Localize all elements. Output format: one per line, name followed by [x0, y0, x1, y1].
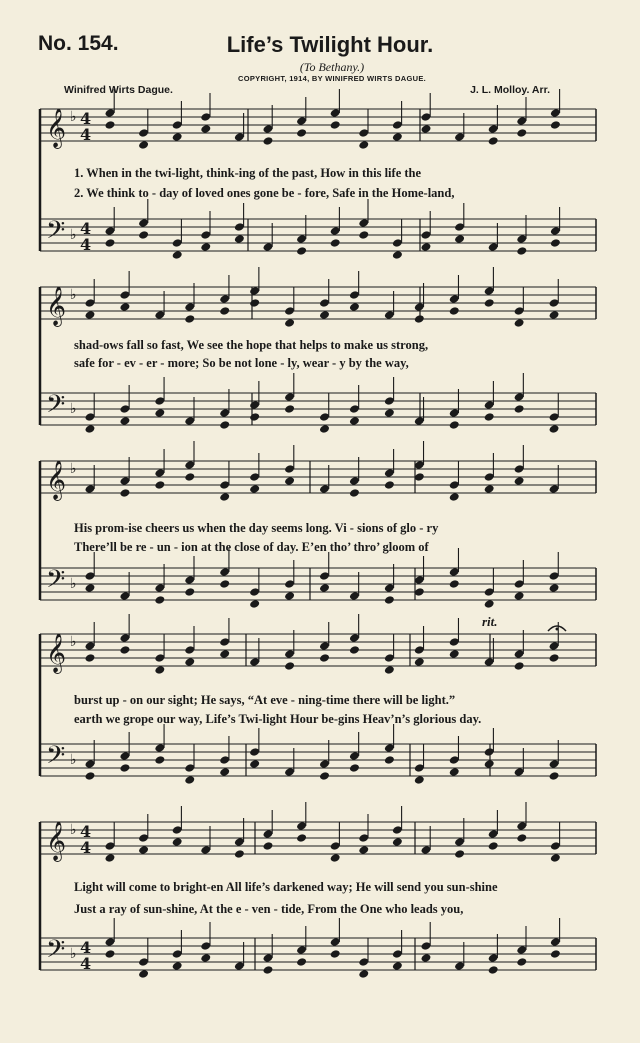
- note-head: [249, 412, 260, 422]
- key-signature-flat-icon: ♭: [70, 401, 77, 417]
- note-head: [384, 755, 395, 765]
- note-head: [105, 853, 116, 863]
- lyric-line-system3-verse2: There’ll be re - un - ion at the close of day. E’en tho’ thro’ gloom of: [74, 540, 429, 554]
- note-head: [454, 849, 465, 859]
- note-head: [263, 965, 274, 975]
- time-signature-top: 4: [80, 219, 92, 238]
- hymn-title: Life’s Twilight Hour.: [226, 32, 434, 57]
- note-head: [119, 302, 130, 312]
- note-head: [484, 412, 495, 422]
- note-head: [349, 302, 360, 312]
- note-head: [319, 310, 330, 320]
- note-head: [184, 657, 195, 667]
- note-head: [85, 424, 96, 434]
- key-signature-flat-icon: ♭: [70, 227, 77, 243]
- note-head: [414, 657, 425, 667]
- note-head: [414, 314, 425, 324]
- note-head: [349, 416, 360, 426]
- note-head: [392, 250, 403, 260]
- note-head: [319, 583, 330, 593]
- ritardando-mark: rit.: [482, 614, 498, 629]
- key-signature-flat-icon: ♭: [70, 822, 77, 838]
- note-head: [249, 484, 260, 494]
- lyric-line-system1-verse1: 1. When in the twi-light, think-ing of the past, How in this life the: [74, 166, 422, 180]
- note-head: [296, 246, 307, 256]
- note-head: [421, 124, 432, 134]
- note-head: [105, 238, 116, 248]
- note-head: [514, 318, 525, 328]
- copyright-notice: COPYRIGHT, 1914, BY WINIFRED WIRTS DAGUE.: [237, 74, 427, 83]
- note-head: [392, 132, 403, 142]
- note-head: [172, 961, 183, 971]
- note-head: [514, 661, 525, 671]
- note-head: [549, 310, 560, 320]
- note-head: [219, 492, 230, 502]
- note-head: [85, 310, 96, 320]
- bass-clef-icon: 𝄢: [46, 935, 66, 970]
- note-head: [358, 140, 369, 150]
- note-head: [154, 595, 165, 605]
- lyric-line-system4-verse2: earth we grope our way, Life’s Twi-light Hour be-gins Heav’n’s glorious day.: [74, 712, 482, 726]
- composer-credit: J. L. Molloy. Arr.: [470, 84, 550, 96]
- note-head: [284, 591, 295, 601]
- key-signature-flat-icon: ♭: [70, 576, 77, 592]
- bass-clef-icon: 𝄢: [46, 565, 66, 600]
- lyric-line-system5-verse1: Light will come to bright-en All life’s darkened way; He will send you sun-shine: [74, 880, 498, 894]
- time-signature-top: 4: [80, 822, 92, 841]
- bass-clef-icon: 𝄢: [46, 216, 66, 251]
- note-head: [358, 230, 369, 240]
- bass-clef-icon: 𝄢: [46, 390, 66, 425]
- note-head: [516, 957, 527, 967]
- time-signature-bottom: 4: [80, 125, 92, 144]
- key-signature-flat-icon: ♭: [70, 946, 77, 962]
- note-head: [421, 242, 432, 252]
- lyric-line-system2-verse1: shad-ows fall so fast, We see the hope that helps to make us strong,: [74, 338, 429, 352]
- note-head: [249, 599, 260, 609]
- note-head: [549, 653, 560, 663]
- note-head: [330, 120, 341, 130]
- note-head: [358, 845, 369, 855]
- note-head: [172, 837, 183, 847]
- treble-clef-icon: 𝄞: [46, 633, 67, 673]
- note-head: [296, 957, 307, 967]
- note-head: [119, 488, 130, 498]
- note-head: [484, 298, 495, 308]
- time-signature-bottom: 4: [80, 954, 92, 973]
- note-head: [549, 583, 560, 593]
- note-head: [358, 969, 369, 979]
- note-head: [349, 488, 360, 498]
- note-head: [184, 587, 195, 597]
- note-head: [119, 416, 130, 426]
- note-head: [184, 472, 195, 482]
- time-signature-top: 4: [80, 109, 92, 128]
- note-head: [172, 250, 183, 260]
- key-signature-flat-icon: ♭: [70, 461, 77, 477]
- note-head: [154, 665, 165, 675]
- key-signature-flat-icon: ♭: [70, 752, 77, 768]
- lyric-line-system3-verse1: His prom-ise cheers us when the day seems long. Vi - sions of glo - ry: [74, 521, 439, 535]
- treble-clef-icon: 𝄞: [46, 460, 67, 500]
- key-signature-flat-icon: ♭: [70, 109, 77, 125]
- treble-clef-icon: 𝄞: [46, 821, 67, 861]
- note-head: [330, 238, 341, 248]
- note-head: [219, 579, 230, 589]
- note-head: [296, 128, 307, 138]
- note-head: [449, 306, 460, 316]
- note-head: [284, 318, 295, 328]
- treble-clef-icon: 𝄞: [46, 108, 67, 148]
- note-head: [516, 128, 527, 138]
- hymn-number: No. 154.: [38, 32, 119, 55]
- note-head: [138, 230, 149, 240]
- note-head: [549, 424, 560, 434]
- note-head: [319, 653, 330, 663]
- note-head: [200, 124, 211, 134]
- key-signature-flat-icon: ♭: [70, 634, 77, 650]
- tune-name: (To Bethany.): [299, 60, 365, 74]
- note-head: [550, 853, 561, 863]
- note-head: [219, 649, 230, 659]
- note-head: [249, 298, 260, 308]
- note-head: [219, 306, 230, 316]
- note-head: [138, 969, 149, 979]
- note-head: [85, 583, 96, 593]
- note-head: [550, 238, 561, 248]
- note-head: [154, 408, 165, 418]
- note-head: [449, 420, 460, 430]
- note-head: [319, 771, 330, 781]
- note-head: [488, 841, 499, 851]
- note-head: [200, 953, 211, 963]
- note-head: [549, 771, 560, 781]
- fermata-dot: [556, 628, 559, 631]
- note-head: [154, 480, 165, 490]
- note-head: [200, 242, 211, 252]
- time-signature-bottom: 4: [80, 838, 92, 857]
- note-head: [449, 767, 460, 777]
- lyric-line-system2-verse2: safe for - ev - er - more; So be not lone - ly, wear - y by the way,: [74, 356, 409, 370]
- note-head: [514, 404, 525, 414]
- note-head: [449, 649, 460, 659]
- note-head: [414, 775, 425, 785]
- lyric-line-system4-verse1: burst up - on our sight; He says, “At eve - ning-time there will be light.”: [74, 693, 456, 707]
- note-head: [392, 961, 403, 971]
- bass-clef-icon: 𝄢: [46, 741, 66, 776]
- note-head: [263, 841, 274, 851]
- note-head: [550, 120, 561, 130]
- note-head: [119, 645, 130, 655]
- note-head: [119, 763, 130, 773]
- note-head: [85, 653, 96, 663]
- key-signature-flat-icon: ♭: [70, 287, 77, 303]
- note-head: [172, 132, 183, 142]
- note-head: [219, 767, 230, 777]
- note-head: [514, 591, 525, 601]
- note-head: [516, 833, 527, 843]
- note-head: [384, 408, 395, 418]
- note-head: [249, 759, 260, 769]
- note-head: [330, 853, 341, 863]
- note-head: [514, 476, 525, 486]
- note-head: [349, 763, 360, 773]
- note-head: [105, 949, 116, 959]
- note-head: [484, 759, 495, 769]
- note-head: [284, 404, 295, 414]
- time-signature-top: 4: [80, 938, 92, 957]
- note-head: [454, 234, 465, 244]
- note-head: [296, 833, 307, 843]
- lyricist-credit: Winifred Wirts Dague.: [64, 84, 173, 96]
- note-head: [488, 965, 499, 975]
- note-head: [138, 845, 149, 855]
- note-head: [219, 420, 230, 430]
- note-head: [284, 661, 295, 671]
- note-head: [154, 755, 165, 765]
- note-head: [234, 849, 245, 859]
- note-head: [392, 837, 403, 847]
- note-head: [449, 579, 460, 589]
- note-head: [184, 314, 195, 324]
- note-head: [284, 476, 295, 486]
- note-head: [138, 140, 149, 150]
- note-head: [384, 665, 395, 675]
- note-head: [484, 484, 495, 494]
- note-head: [516, 246, 527, 256]
- time-signature-bottom: 4: [80, 235, 92, 254]
- note-head: [105, 120, 116, 130]
- note-head: [234, 234, 245, 244]
- note-head: [449, 492, 460, 502]
- note-head: [263, 136, 274, 146]
- note-head: [550, 949, 561, 959]
- note-head: [384, 480, 395, 490]
- note-head: [488, 136, 499, 146]
- lyric-line-system1-verse2: 2. We think to - day of loved ones gone be - fore, Safe in the Home-land,: [74, 186, 455, 200]
- lyric-line-system5-verse2: Just a ray of sun-shine, At the e - ven - tide, From the One who leads you,: [74, 902, 464, 916]
- treble-clef-icon: 𝄞: [46, 286, 67, 326]
- note-head: [421, 953, 432, 963]
- note-head: [349, 645, 360, 655]
- note-head: [484, 599, 495, 609]
- note-head: [384, 595, 395, 605]
- note-head: [85, 771, 96, 781]
- note-head: [330, 949, 341, 959]
- note-head: [184, 775, 195, 785]
- note-head: [319, 424, 330, 434]
